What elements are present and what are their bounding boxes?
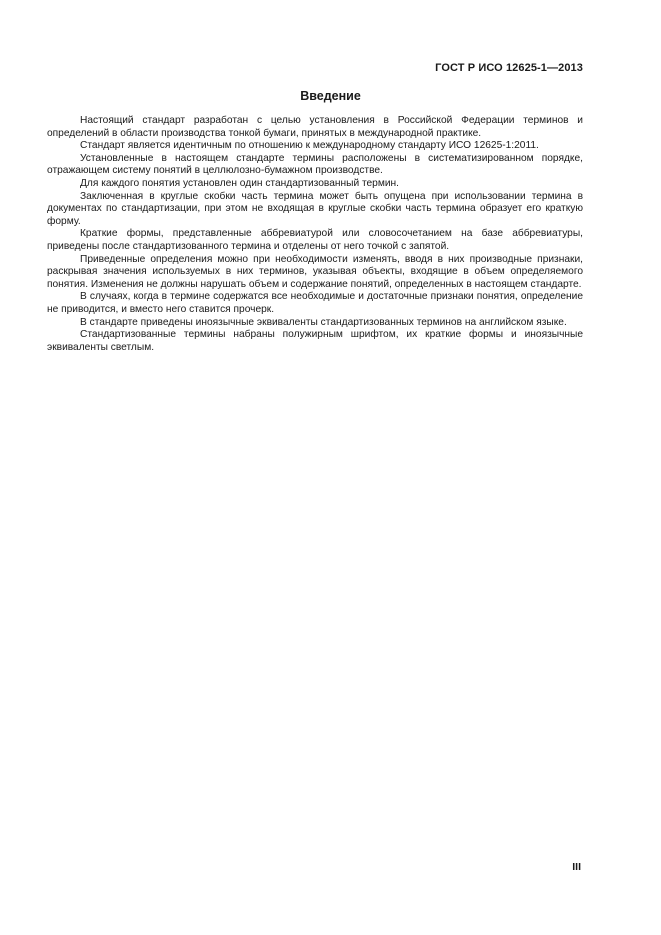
standard-code: ГОСТ Р ИСО 12625-1—2013	[435, 62, 583, 74]
paragraph: Краткие формы, представленные аббревиатурой или словосочетанием на базе аббревиатуры, приведены после стандартизованного термина и отделены от него точкой с запятой.	[47, 228, 583, 252]
paragraph: Для каждого понятия установлен один стандартизованный термин.	[80, 177, 399, 189]
paragraph: Стандарт является идентичным по отношению к международному стандарту ИСО 12625-1:2011.	[80, 140, 539, 152]
paragraph: В случаях, когда в термине содержатся все необходимые и достаточные признаки понятия, определение не приводится, и вместо него ставится прочерк.	[47, 291, 583, 315]
paragraph: Приведенные определения можно при необходимости изменять, вводя в них производные признаки, раскрывая значения используемых в них терминов, указывая объекты, входящие в объем определяемого понятия. Изменения не должны нарушать объем и содержание понятий, определенных в настоящем стандарте.	[47, 253, 583, 290]
paragraph: Заключенная в круглые скобки часть термина может быть опущена при использовании термина в документах по стандартизации, при этом не входящая в круглые скобки часть термина образует его краткую форму.	[47, 190, 583, 227]
page-number: III	[572, 861, 581, 873]
section-title: Введение	[300, 89, 361, 103]
paragraph: В стандарте приведены иноязычные эквиваленты стандартизованных терминов на английском языке.	[80, 316, 567, 328]
paragraph: Настоящий стандарт разработан с целью установления в Российской Федерации терминов и определений в области производства тонкой бумаги, принятых в международной практике.	[47, 115, 583, 139]
body-text	[47, 115, 583, 354]
paragraph: Стандартизованные термины набраны полужирным шрифтом, их краткие формы и иноязычные эквиваленты светлым.	[47, 329, 583, 353]
paragraph: Установленные в настоящем стандарте термины расположены в систематизированном порядке, отражающем систему понятий в целлюлозно-бумажном производстве.	[47, 152, 583, 177]
